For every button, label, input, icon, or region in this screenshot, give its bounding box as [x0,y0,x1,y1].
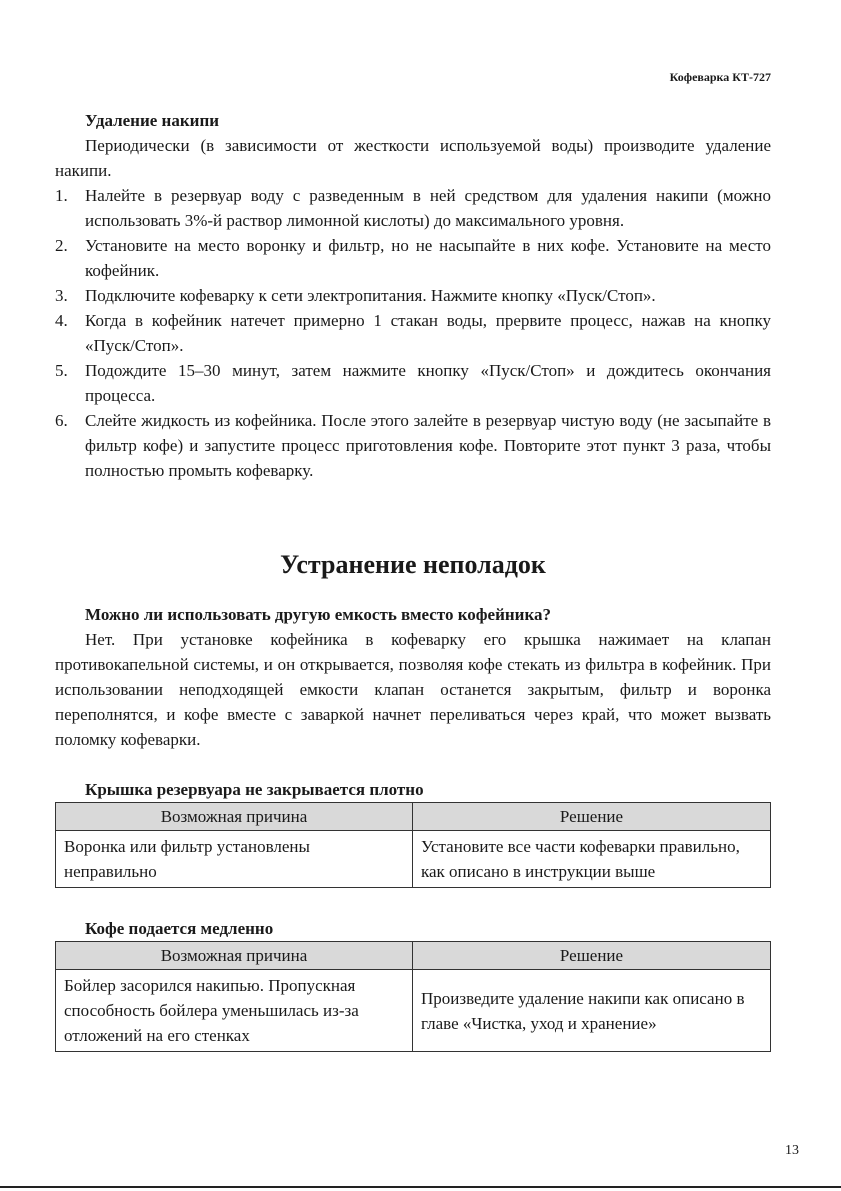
step-text: Налейте в резервуар воду с разведенным в ней средством для удаления накипи (можно использовать 3%-й раствор лимонной кислоты) до максимального уровня. [85,186,771,230]
list-item [55,408,771,483]
list-item [55,183,771,233]
slow-issue-table [55,941,771,1052]
step-text: Когда в кофейник натечет примерно 1 стакан воды, прервите процесс, нажав на кнопку «Пуск/Стоп». [85,311,771,355]
lid-issue-heading: Крышка резервуара не закрывается плотно [85,780,424,799]
table-header-row [56,803,771,831]
running-header: Кофеварка КТ-727 [669,70,771,84]
column-header-solution: Решение [413,942,771,970]
step-number: 1. [55,186,68,205]
column-header-solution: Решение [413,803,771,831]
table-row [56,970,771,1052]
step-number: 5. [55,361,68,380]
solution-cell: Произведите удаление накипи как описано в главе «Чистка, уход и хранение» [413,970,771,1052]
table-header-row [56,942,771,970]
descaling-steps [55,183,771,483]
page-content [55,108,771,1052]
step-text: Слейте жидкость из кофейника. После этого залейте в резервуар чистую воду (не засыпайте в фильтр кофе) и запустите процесс приготовления кофе. Повторите этот пункт 3 раза, чтобы полностью промыть кофеварку. [85,411,771,480]
step-number: 4. [55,311,68,330]
step-number: 3. [55,286,68,305]
table-row [56,831,771,888]
step-text: Подключите кофеварку к сети электропитания. Нажмите кнопку «Пуск/Стоп». [85,286,656,305]
slow-issue-heading: Кофе подается медленно [85,919,274,938]
cause-cell: Воронка или фильтр установлены неправильно [56,831,413,888]
footer-divider [0,1186,841,1188]
descaling-heading: Удаление накипи [85,111,220,130]
troubleshooting-title: Устранение неполадок [280,550,546,579]
cause-cell: Бойлер засорился накипью. Пропускная способность бойлера уменьшилась из-за отложений на его стенках [56,970,413,1052]
lid-issue-table [55,802,771,888]
column-header-cause: Возможная причина [56,942,413,970]
solution-cell: Установите все части кофеварки правильно, как описано в инструкции выше [413,831,771,888]
faq-question: Можно ли использовать другую емкость вместо кофейника? [85,605,551,624]
step-number: 6. [55,411,68,430]
list-item [55,358,771,408]
descaling-intro: Периодически (в зависимости от жесткости используемой воды) производите удаление накипи. [55,136,771,180]
page-number: 13 [785,1143,799,1158]
step-number: 2. [55,236,68,255]
column-header-cause: Возможная причина [56,803,413,831]
step-text: Подождите 15–30 минут, затем нажмите кнопку «Пуск/Стоп» и дождитесь окончания процесса. [85,361,771,405]
list-item [55,308,771,358]
step-text: Установите на место воронку и фильтр, но не насыпайте в них кофе. Установите на место кофейник. [85,236,771,280]
faq-answer: Нет. При установке кофейника в кофеварку его крышка нажимает на клапан противокапельной системы, и он открывается, позволяя кофе стекать из фильтра в кофейник. При использовании неподходящей емкости клапан останется закрытым, фильтр и воронка переполнятся, и кофе вместе с заваркой начнет переливаться через край, что может вызвать поломку кофеварки. [55,630,771,749]
list-item [55,283,771,308]
list-item [55,233,771,283]
